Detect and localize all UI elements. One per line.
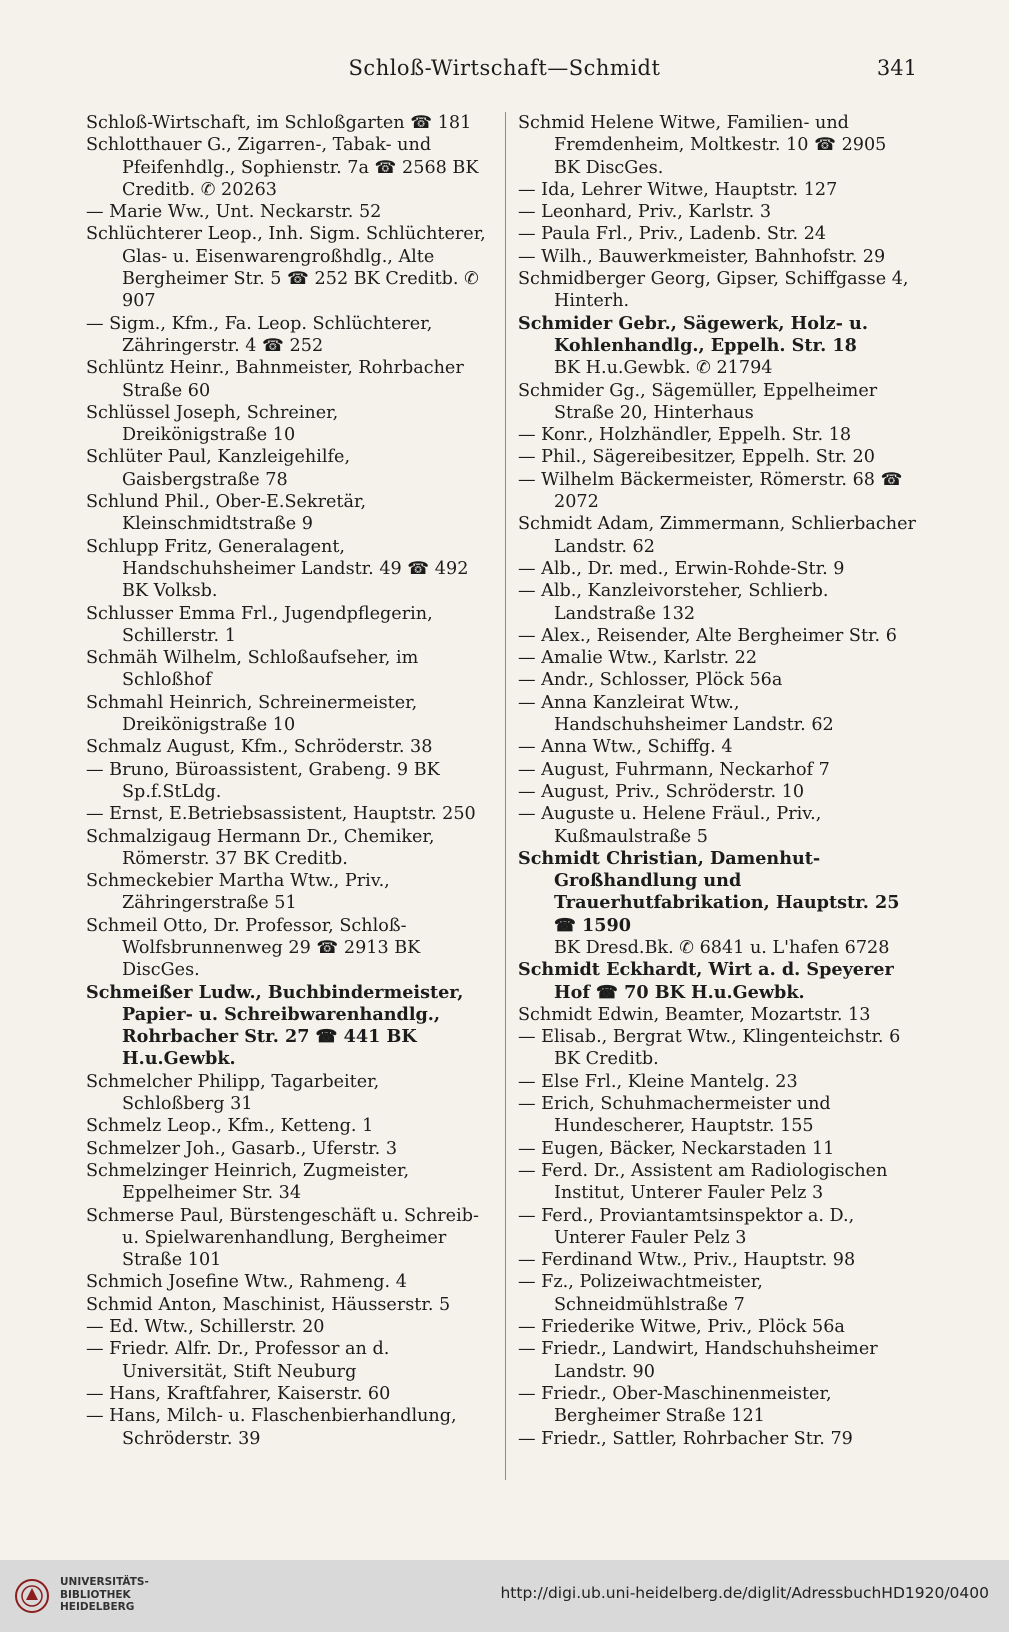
- directory-entry: Schmelzinger Heinrich, Zugmeister, Eppelheimer Str. 34: [86, 1160, 410, 1204]
- right-column: [518, 112, 918, 1450]
- directory-entry: Schmeißer Ludw., Buchbindermeister, Papier- u. Schreibwarenhandlg., Rohrbacher Str. 27 ☎ 441 BK H.u.Gewbk.: [86, 981, 464, 1070]
- directory-entry: — Wilhelm Bäckermeister, Römerstr. 68 ☎ 2072: [518, 469, 903, 513]
- directory-entry: Schmid Anton, Maschinist, Häusserstr. 5: [86, 1294, 451, 1315]
- source-url-link[interactable]: http://digi.ub.uni-heidelberg.de/diglit/AdressbuchHD1920/0400: [500, 1584, 989, 1602]
- directory-entry: Schlüssel Joseph, Schreiner, Dreikönigstraße 10: [86, 402, 339, 446]
- directory-entry: BK H.u.Gewbk. ✆ 21794: [554, 358, 773, 379]
- directory-entry: — Alex., Reisender, Alte Bergheimer Str. 6: [518, 625, 897, 646]
- directory-entry: Schlüter Paul, Kanzleigehilfe, Gaisbergstraße 78: [86, 447, 351, 490]
- directory-entry: — Eugen, Bäcker, Neckarstaden 11: [518, 1138, 835, 1159]
- directory-entry: — Anna Wtw., Schiffg. 4: [518, 737, 733, 758]
- library-name-line: UNIVERSITÄTS-: [60, 1576, 149, 1588]
- directory-entry: — Ed. Wtw., Schillerstr. 20: [86, 1317, 325, 1338]
- running-title: Schloß-Wirtschaft—Schmidt: [348, 56, 661, 80]
- directory-entry: Schlund Phil., Ober-E.Sekretär, Kleinschmidtstraße 9: [86, 492, 367, 535]
- directory-entry: Schmelcher Philipp, Tagarbeiter, Schloßberg 31: [86, 1071, 380, 1115]
- directory-entry: — Ida, Lehrer Witwe, Hauptstr. 127: [518, 179, 838, 200]
- library-name-line: HEIDELBERG: [60, 1601, 135, 1613]
- directory-entry: Schmid Helene Witwe, Familien- und Fremdenheim, Moltkestr. 10 ☎ 2905 BK DiscGes.: [518, 113, 887, 178]
- directory-entry: — Erich, Schuhmachermeister und Hundescherer, Hauptstr. 155: [518, 1094, 831, 1137]
- directory-entry: Schlupp Fritz, Generalagent, Handschuhsheimer Landstr. 49 ☎ 492 BK Volksb.: [86, 536, 469, 602]
- directory-entry: Schlüchterer Leop., Inh. Sigm. Schlüchterer, Glas- u. Eisenwarengroßhdlg., Alte Bergheimer Str. 5 ☎ 252 BK Creditb. ✆ 907: [86, 224, 486, 312]
- directory-entry: Schlusser Emma Frl., Jugendpflegerin, Schillerstr. 1: [86, 603, 433, 646]
- directory-entry: Schmidt Edwin, Beamter, Mozartstr. 13: [518, 1004, 871, 1025]
- directory-entry: Schmidt Eckhardt, Wirt a. d. Speyerer Hof ☎ 70 BK H.u.Gewbk.: [518, 959, 894, 1003]
- directory-entry: — Phil., Sägereibesitzer, Eppelh. Str. 20: [518, 447, 875, 468]
- library-name-line: BIBLIOTHEK: [60, 1588, 131, 1601]
- directory-entry: — Ferd., Proviantamtsinspektor a. D., Unterer Fauler Pelz 3: [518, 1205, 855, 1248]
- directory-entry: Schmidt Christian, Damenhut-Großhandlung und Trauerhutfabrikation, Hauptstr. 25 ☎ 1590: [518, 847, 900, 936]
- directory-entry: — Konr., Holzhändler, Eppelh. Str. 18: [518, 425, 852, 446]
- directory-entry: — Ferdinand Wtw., Priv., Hauptstr. 98: [518, 1250, 856, 1271]
- directory-entry: — Amalie Wtw., Karlstr. 22: [518, 648, 758, 669]
- directory-entry: — Alb., Kanzleivorsteher, Schlierb. Landstraße 132: [518, 581, 829, 624]
- directory-entry: — Sigm., Kfm., Fa. Leop. Schlüchterer, Zähringerstr. 4 ☎ 252: [86, 313, 433, 356]
- directory-entry: Schmider Gebr., Sägewerk, Holz- u. Kohlenhandlg., Eppelh. Str. 18: [518, 312, 868, 356]
- directory-entry: — Elisab., Bergrat Wtw., Klingenteichstr. 6 BK Creditb.: [518, 1027, 901, 1070]
- directory-entry: Schlotthauer G., Zigarren-, Tabak- und Pfeifenhdlg., Sophienstr. 7a ☎ 2568 BK Creditb. ✆ 20263: [86, 135, 479, 200]
- directory-entry: Schlüntz Heinr., Bahnmeister, Rohrbacher Straße 60: [86, 358, 464, 401]
- directory-entry: — Hans, Milch- u. Flaschenbierhandlung, Schröderstr. 39: [86, 1406, 457, 1449]
- directory-entry: Schmalzigaug Hermann Dr., Chemiker, Römerstr. 37 BK Creditb.: [86, 826, 435, 869]
- directory-entry: BK Dresd.Bk. ✆ 6841 u. L'hafen 6728: [554, 937, 890, 958]
- directory-entry: — Auguste u. Helene Fräul., Priv., Kußmaulstraße 5: [518, 804, 822, 847]
- directory-entry: Schmidt Adam, Zimmermann, Schlierbacher Landstr. 62: [518, 514, 916, 557]
- directory-entry: — Wilh., Bauwerkmeister, Bahnhofstr. 29: [518, 246, 886, 267]
- directory-entry: — Friederike Witwe, Priv., Plöck 56a: [518, 1317, 845, 1338]
- directory-entry: Schmerse Paul, Bürstengeschäft u. Schreib- u. Spielwarenhandlung, Bergheimer Straße 101: [86, 1205, 479, 1271]
- directory-entry: — Andr., Schlosser, Plöck 56a: [518, 670, 783, 691]
- directory-entry: — Paula Frl., Priv., Ladenb. Str. 24: [518, 224, 827, 245]
- directory-entry: Schmäh Wilhelm, Schloßaufseher, im Schloßhof: [86, 648, 419, 691]
- directory-entry: Schmich Josefine Wtw., Rahmeng. 4: [86, 1272, 407, 1293]
- directory-entry: — Marie Ww., Unt. Neckarstr. 52: [86, 202, 382, 223]
- directory-entry: Schmeckebier Martha Wtw., Priv., Zähringerstraße 51: [86, 871, 390, 914]
- directory-entry: Schmeil Otto, Dr. Professor, Schloß-Wolfsbrunnenweg 29 ☎ 2913 BK DiscGes.: [86, 915, 421, 981]
- left-column: [86, 112, 486, 1450]
- directory-entry: — Friedr., Sattler, Rohrbacher Str. 79: [518, 1428, 853, 1449]
- directory-entry: Schloß-Wirtschaft, im Schloßgarten ☎ 181: [86, 113, 472, 133]
- directory-entry: — Ferd. Dr., Assistent am Radiologischen Institut, Unterer Fauler Pelz 3: [518, 1160, 888, 1204]
- directory-entry: — Fz., Polizeiwachtmeister, Schneidmühlstraße 7: [518, 1272, 763, 1315]
- university-seal-icon: [14, 1578, 50, 1614]
- directory-entry: Schmalz August, Kfm., Schröderstr. 38: [86, 737, 433, 758]
- directory-entry: Schmahl Heinrich, Schreinermeister, Dreikönigstraße 10: [86, 692, 418, 736]
- directory-entry: Schmidberger Georg, Gipser, Schiffgasse 4, Hinterh.: [518, 269, 909, 312]
- directory-entry: — Else Frl., Kleine Mantelg. 23: [518, 1071, 798, 1092]
- directory-entry: Schmelz Leop., Kfm., Ketteng. 1: [86, 1116, 374, 1137]
- directory-entry: — Friedr. Alfr. Dr., Professor an d. Universität, Stift Neuburg: [86, 1339, 390, 1382]
- directory-entry: Schmelzer Joh., Gasarb., Uferstr. 3: [86, 1138, 398, 1159]
- directory-entry: — Ernst, E.Betriebsassistent, Hauptstr. 250: [86, 804, 476, 825]
- directory-entry: — Anna Kanzleirat Wtw., Handschuhsheimer Landstr. 62: [518, 692, 834, 736]
- directory-entry: — Friedr., Landwirt, Handschuhsheimer Landstr. 90: [518, 1339, 878, 1382]
- directory-entry: — Friedr., Ober-Maschinenmeister, Bergheimer Straße 121: [518, 1383, 832, 1427]
- directory-entry: — Leonhard, Priv., Karlstr. 3: [518, 202, 772, 223]
- directory-entry: Schmider Gg., Sägemüller, Eppelheimer Straße 20, Hinterhaus: [518, 380, 878, 423]
- column-divider: [505, 112, 506, 1480]
- directory-entry: — August, Priv., Schröderstr. 10: [518, 781, 805, 802]
- footer-bar: [0, 1560, 1009, 1632]
- directory-entry: — Bruno, Büroassistent, Grabeng. 9 BK Sp.f.StLdg.: [86, 759, 440, 802]
- directory-entry: — August, Fuhrmann, Neckarhof 7: [518, 759, 830, 780]
- page-header: [0, 56, 1009, 86]
- library-name: [60, 1576, 149, 1614]
- directory-entry: — Hans, Kraftfahrer, Kaiserstr. 60: [86, 1383, 391, 1404]
- page-number: 341: [876, 56, 917, 80]
- directory-entry: — Alb., Dr. med., Erwin-Rohde-Str. 9: [518, 558, 845, 579]
